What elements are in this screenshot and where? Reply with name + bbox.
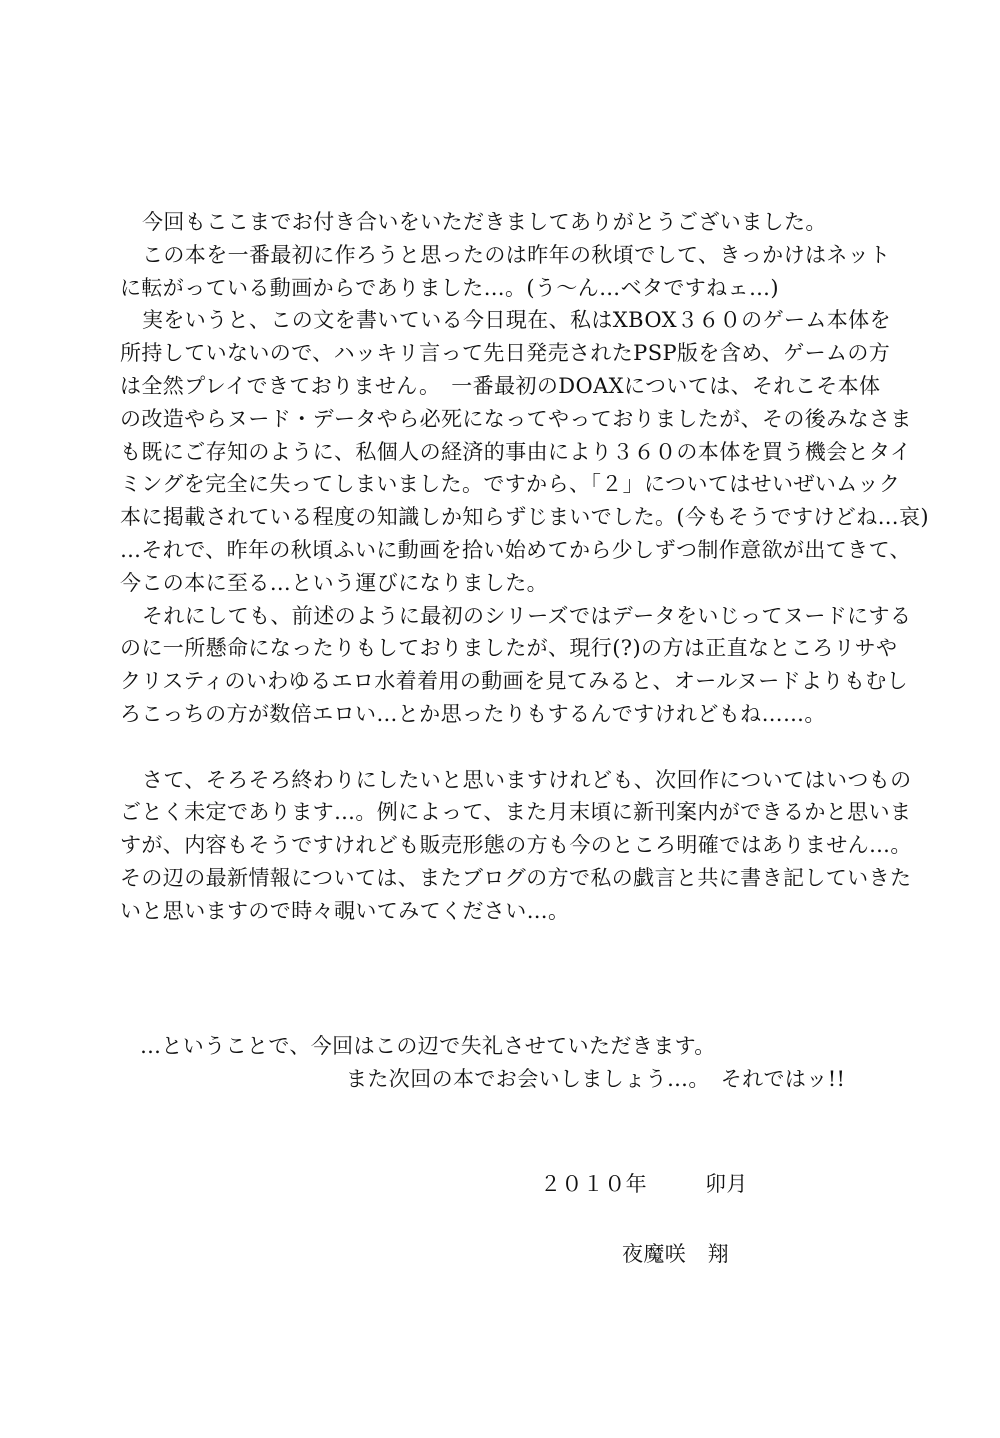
closing-block — [140, 1030, 900, 1096]
date-month: 卯月 — [705, 1172, 748, 1196]
date — [540, 1168, 748, 1198]
text-line: に転がっている動画からでありました…。(う～ん…ベタですねェ…) — [120, 275, 779, 300]
text-line: 今この本に至る…という運びになりました。 — [120, 570, 548, 595]
text-line: いと思いますので時々覗いてみてください…。 — [120, 898, 570, 923]
closing-line: …ということで、今回はこの辺で失礼させていただきます。 — [140, 1034, 716, 1058]
text-line: それにしても、前述のように最初のシリーズではデータをいじってヌードにする — [142, 603, 912, 628]
text-line: は全然プレイできておりません。 一番最初のDOAXについては、それこそ本体 — [120, 373, 881, 398]
text-line: …それで、昨年の秋頃ふいに動画を拾い始めてから少しずつ制作意欲が出てきて、 — [120, 537, 911, 562]
text-line: 所持していないので、ハッキリ言って先日発売されたPSP版を含め、ゲームの方 — [120, 341, 891, 366]
text-line: の改造やらヌード・データやら必死になってやっておりましたが、その後みなさま — [120, 406, 912, 431]
text-line: すが、内容もそうですけれども販売形態の方も今のところ明確ではありません…。 — [120, 833, 912, 858]
text-line: その辺の最新情報については、またブログの方で私の戯言と共に書き記していきた — [120, 865, 912, 890]
afterword-body — [120, 206, 929, 928]
text-line: ろこっちの方が数倍エロい…とか思ったりもするんですけれどもね……。 — [120, 701, 826, 726]
text-line: この本を一番最初に作ろうと思ったのは昨年の秋頃でして、きっかけはネット — [142, 242, 891, 267]
date-year: ２０１０年 — [540, 1172, 647, 1196]
text-line: ミングを完全に失ってしまいました。ですから、「２」についてはせいぜいムック — [120, 472, 901, 497]
closing-line: また次回の本でお会いしましょう…。 それではッ!! — [346, 1066, 846, 1091]
text-line: クリスティのいわゆるエロ水着着用の動画を見てみると、オールヌードよりもむし — [120, 669, 909, 694]
author-signature: 夜魔咲 翔 — [622, 1242, 729, 1266]
text-line: ごとく未定であります…。例によって、また月末頃に新刊案内ができるかと思いま — [120, 800, 912, 825]
text-line: さて、そろそろ終わりにしたいと思いますけれども、次回作についてはいつもの — [142, 767, 912, 792]
text-line: 今回もここまでお付き合いをいただきましてありがとうございました。 — [142, 210, 827, 234]
text-line: のに一所懸命になったりもしておりましたが、現行(?)の方は正直なところリサや — [120, 636, 898, 661]
text-line: も既にご存知のように、私個人の経済的事由により３６０の本体を買う機会とタイ — [120, 439, 912, 464]
text-line: 実をいうと、この文を書いている今日現在、私はXBOX３６０のゲーム本体を — [142, 308, 891, 333]
text-line: 本に掲載されている程度の知識しか知らずじまいでした。(今もそうですけどね…哀) — [120, 505, 929, 530]
paragraph-gap — [120, 731, 900, 764]
